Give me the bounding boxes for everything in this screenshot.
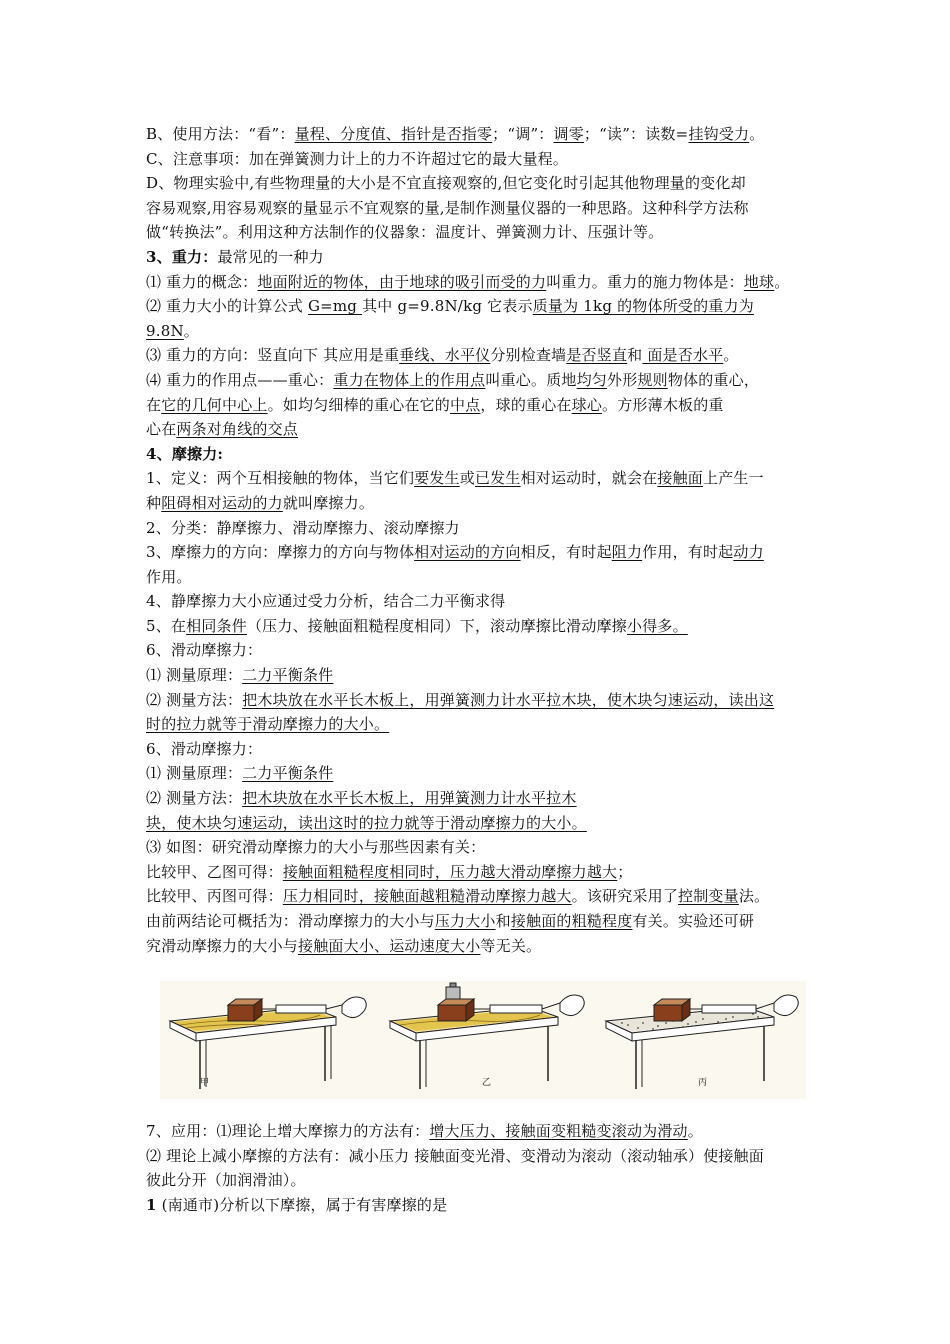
panel-yi bbox=[390, 983, 584, 1089]
text-line bbox=[146, 614, 810, 639]
text-segment: 究滑动摩擦力的大小与 bbox=[146, 936, 299, 955]
underlined-answer: 9.8N bbox=[146, 321, 184, 340]
wooden-block bbox=[228, 1005, 254, 1021]
underlined-answer: 相同条件 bbox=[186, 616, 247, 635]
text-line bbox=[146, 171, 810, 196]
text-line bbox=[146, 417, 810, 442]
friction-experiment-figure bbox=[160, 981, 806, 1099]
underlined-answer: 压力相同时，接触面越粗糙滑动摩擦力越大 bbox=[282, 887, 572, 906]
underlined-answer: 动力 bbox=[733, 543, 764, 562]
text-segment: ⑵ 理论上减小摩擦的方法有：减小压力 接触面变光滑、变滑动为滚动（滚动轴承）使接触面 bbox=[146, 1146, 764, 1165]
text-segment: ；“调”： bbox=[492, 125, 554, 143]
text-segment: 在 bbox=[146, 395, 162, 414]
underlined-answer: 接触面大小、运动速度大小 bbox=[298, 936, 481, 955]
wooden-block bbox=[654, 1005, 682, 1021]
underlined-answer: 重力在物体上的作用点 bbox=[333, 370, 486, 389]
text-line bbox=[146, 343, 810, 368]
text-line bbox=[146, 319, 810, 344]
text-line bbox=[146, 540, 810, 565]
text-line bbox=[146, 934, 810, 959]
text-segment: 4、静摩擦力大小应通过受力分析，结合二力平衡求得 bbox=[146, 592, 506, 611]
text-line bbox=[146, 565, 810, 590]
wooden-block bbox=[438, 1005, 466, 1021]
text-segment: 做“转换法”。利用这种方法制作的仪器象：温度计、弹簧测力计、压强计等。 bbox=[146, 223, 664, 242]
underlined-answer: 已发生 bbox=[474, 469, 521, 488]
friction-experiment-illustration bbox=[160, 981, 806, 1099]
text-segment: 和 bbox=[627, 346, 643, 365]
text-line bbox=[146, 835, 810, 860]
panel-bing bbox=[606, 995, 798, 1089]
text-line bbox=[146, 245, 810, 270]
label-bing: 丙 bbox=[698, 1078, 708, 1088]
underlined-answer: 时的拉力就等于滑动摩擦力的大小。 bbox=[146, 715, 390, 734]
text-segment: ⑵ 测量方法： bbox=[146, 789, 243, 808]
text-segment: ⑵ 测量方法： bbox=[146, 690, 243, 709]
text-segment: 3、摩擦力的方向：摩擦力的方向与物体 bbox=[146, 543, 415, 562]
text-segment: ⑷ 重力的作用点——重心： bbox=[146, 370, 334, 389]
text-segment: 外形 bbox=[607, 370, 638, 389]
text-segment: 彼此分开（加润滑油）。 bbox=[146, 1171, 306, 1190]
text-segment: 法。 bbox=[738, 887, 770, 906]
hand bbox=[342, 997, 366, 1018]
text-segment: ，球的重心在 bbox=[480, 395, 572, 414]
underlined-answer: 地球 bbox=[743, 272, 775, 291]
underlined-answer: 二力平衡条件 bbox=[242, 666, 334, 685]
text-segment: B、使用方法：“看”： bbox=[146, 125, 295, 143]
text-segment: C、注意事项：加在弹簧测力计上的力不许超过它的最大量程。 bbox=[146, 149, 569, 168]
text-segment: ； bbox=[617, 862, 633, 881]
text-segment: 比较甲、乙图可得： bbox=[146, 862, 283, 881]
text-segment: 。 bbox=[183, 321, 199, 340]
underlined-answer: 要发生 bbox=[414, 469, 460, 488]
text-segment: 由前两结论可概括为：滑动摩擦力的大小与 bbox=[146, 912, 435, 930]
text-segment: 就叫摩擦力。 bbox=[282, 493, 375, 512]
text-segment: 1 bbox=[146, 1195, 157, 1214]
text-line bbox=[146, 1168, 810, 1193]
underlined-answer: 控制变量 bbox=[678, 887, 739, 906]
text-segment: 。 bbox=[774, 272, 790, 291]
underlined-answer: 是否竖直 bbox=[566, 346, 628, 365]
underlined-answer: 二力平衡条件 bbox=[242, 764, 334, 783]
weight bbox=[446, 987, 460, 999]
text-line bbox=[146, 1119, 810, 1144]
text-segment: 4、摩擦力: bbox=[146, 444, 224, 463]
text-line bbox=[146, 220, 810, 245]
text-line bbox=[146, 294, 810, 319]
text-segment: 容易观察,用容易观察的量显示不宜观察的量,是制作测量仪器的一种思路。这种科学方法称 bbox=[146, 198, 749, 217]
text-line bbox=[146, 737, 810, 762]
notes-continued bbox=[146, 1119, 810, 1217]
text-line bbox=[146, 393, 810, 418]
text-line bbox=[146, 196, 810, 221]
underlined-answer: 阻力 bbox=[611, 543, 643, 562]
underlined-answer: 接触面 bbox=[657, 469, 703, 488]
text-line bbox=[146, 589, 810, 614]
text-segment: 7、应用：⑴理论上增大摩擦力的方法有： bbox=[146, 1122, 430, 1140]
underlined-answer: 块，使木块匀速运动，读出这时的拉力就等于滑动摩擦力的大小。 bbox=[146, 813, 587, 832]
underlined-answer: 中点 bbox=[450, 395, 481, 414]
notes-body bbox=[146, 122, 810, 958]
text-segment: 3、重力： bbox=[146, 247, 218, 266]
underlined-answer: 面是否水平 bbox=[642, 346, 724, 365]
text-segment: 作用，有时起 bbox=[642, 543, 734, 562]
underlined-answer: 小得多。 bbox=[626, 616, 688, 635]
text-segment: 6、滑动摩擦力： bbox=[146, 739, 263, 758]
text-line bbox=[146, 688, 810, 713]
text-segment: (南通市)分析以下摩擦，属于有害摩擦的是 bbox=[156, 1195, 448, 1214]
underlined-answer: 球心 bbox=[571, 395, 603, 414]
text-line bbox=[146, 638, 810, 663]
underlined-answer: 调零 bbox=[553, 125, 584, 143]
underlined-answer: 规则 bbox=[637, 370, 668, 389]
text-segment: 2、分类：静摩擦力、滑动摩擦力、滚动摩擦力 bbox=[146, 518, 460, 537]
text-segment: 有关。实验还可研 bbox=[632, 912, 755, 930]
text-segment: ⑴ 测量原理： bbox=[146, 764, 243, 783]
text-line bbox=[146, 516, 810, 541]
text-line bbox=[146, 811, 810, 836]
spring-scale bbox=[490, 1005, 542, 1013]
underlined-answer: 增大压力、接触面变粗糙变滚动为滑动 bbox=[429, 1122, 688, 1140]
panel-jia bbox=[170, 997, 366, 1089]
text-segment: 相反，有时起 bbox=[520, 543, 612, 562]
underlined-answer: G=mg bbox=[307, 297, 363, 316]
underlined-answer: 垂线、水平仪 bbox=[399, 346, 491, 365]
text-segment: 叫重力。重力的施力物体是： bbox=[546, 272, 744, 291]
text-segment: ⑴ 测量原理： bbox=[146, 666, 243, 685]
text-segment: ⑶ 如图：研究滑动摩擦力的大小与那些因素有关： bbox=[146, 838, 486, 857]
text-segment: 。方形薄木板的重 bbox=[602, 395, 724, 414]
label-yi: 乙 bbox=[482, 1078, 492, 1088]
text-segment: ⑵ 重力大小的计算公式 bbox=[146, 297, 308, 316]
underlined-answer: 均匀 bbox=[576, 370, 607, 389]
text-line bbox=[146, 122, 810, 147]
underlined-answer: 把木块放在水平长木板上，用弹簧测力计水平拉木 bbox=[242, 789, 577, 808]
text-line bbox=[146, 663, 810, 688]
spring-scale bbox=[276, 1005, 326, 1013]
underlined-answer: 把木块放在水平长木板上，用弹簧测力计水平拉木块，使木块匀速运动，读出这 bbox=[242, 690, 775, 709]
hand bbox=[560, 995, 584, 1016]
text-line bbox=[146, 860, 810, 885]
text-segment: 和 bbox=[495, 912, 511, 930]
text-segment: 叫重心。质地 bbox=[485, 370, 577, 389]
text-segment: ；“读”：读数= bbox=[583, 125, 689, 143]
text-segment: （压力、接触面粗糙程度相同）下，滚动摩擦比滑动摩擦 bbox=[246, 616, 627, 635]
text-line bbox=[146, 1193, 810, 1218]
text-line bbox=[146, 491, 810, 516]
text-segment: 相对运动时，就会在 bbox=[520, 469, 658, 488]
text-line bbox=[146, 712, 810, 737]
text-segment: 作用。 bbox=[146, 567, 192, 586]
text-segment: ⑴ 重力的概念： bbox=[146, 272, 258, 291]
text-segment: 6、滑动摩擦力： bbox=[146, 641, 263, 660]
underlined-answer: 地面附近的物体，由于地球的吸引而受的力 bbox=[257, 272, 547, 291]
text-segment: 物体的重心， bbox=[667, 370, 760, 389]
text-segment: 最常见的一种力 bbox=[217, 247, 324, 266]
hand bbox=[774, 995, 798, 1016]
underlined-answer: 量程、分度值、指针是否指零 bbox=[294, 125, 493, 143]
text-segment: 心在 bbox=[146, 420, 177, 439]
text-segment: 。 bbox=[723, 346, 739, 365]
text-segment: D、物理实验中,有些物理量的大小是不宜直接观察的,但它变化时引起其他物理量的变化却 bbox=[146, 174, 746, 193]
underlined-answer: 它的几何中心上 bbox=[161, 395, 268, 414]
text-segment: 或 bbox=[459, 469, 475, 488]
text-segment: 。 bbox=[749, 125, 765, 143]
text-segment: 。如均匀细棒的重心在它的 bbox=[267, 395, 451, 414]
text-segment: 等无关。 bbox=[480, 936, 542, 955]
underlined-answer: 质量为 1kg 的物体所受的重力为 bbox=[532, 297, 754, 316]
text-line bbox=[146, 368, 810, 393]
text-line bbox=[146, 909, 810, 934]
underlined-answer: 阻碍相对运动的力 bbox=[161, 493, 283, 512]
underlined-answer: 挂钩受力 bbox=[688, 125, 750, 143]
text-segment: 。该研究采用了 bbox=[571, 887, 679, 906]
text-segment: 种 bbox=[146, 493, 162, 512]
text-line bbox=[146, 1144, 810, 1169]
text-segment: 分别检查墙 bbox=[490, 346, 567, 365]
underlined-answer: 相对运动的方向 bbox=[414, 543, 521, 562]
text-line bbox=[146, 466, 810, 491]
text-line bbox=[146, 761, 810, 786]
text-segment: 上产生一 bbox=[703, 469, 764, 488]
underlined-answer: 压力大小 bbox=[434, 912, 496, 930]
text-segment: 。 bbox=[687, 1122, 703, 1140]
text-line bbox=[146, 442, 810, 467]
underlined-answer: 接触面的粗糙程度 bbox=[510, 912, 633, 930]
spring-scale bbox=[702, 1005, 756, 1013]
text-line bbox=[146, 884, 810, 909]
text-line bbox=[146, 270, 810, 295]
text-line bbox=[146, 786, 810, 811]
text-segment: 1、定义：两个互相接触的物体，当它们 bbox=[146, 469, 415, 488]
text-line bbox=[146, 147, 810, 172]
underlined-answer: 两条对角线的交点 bbox=[176, 420, 299, 439]
text-segment: 其中 g=9.8N/kg 它表示 bbox=[362, 297, 533, 316]
text-segment: ⑶ 重力的方向：竖直向下 其应用是重 bbox=[146, 346, 400, 365]
label-jia: 甲 bbox=[200, 1078, 210, 1088]
text-segment: 比较甲、丙图可得： bbox=[146, 887, 283, 906]
underlined-answer: 接触面粗糙程度相同时，压力越大滑动摩擦力越大 bbox=[282, 862, 618, 881]
text-segment: 5、在 bbox=[146, 616, 187, 635]
